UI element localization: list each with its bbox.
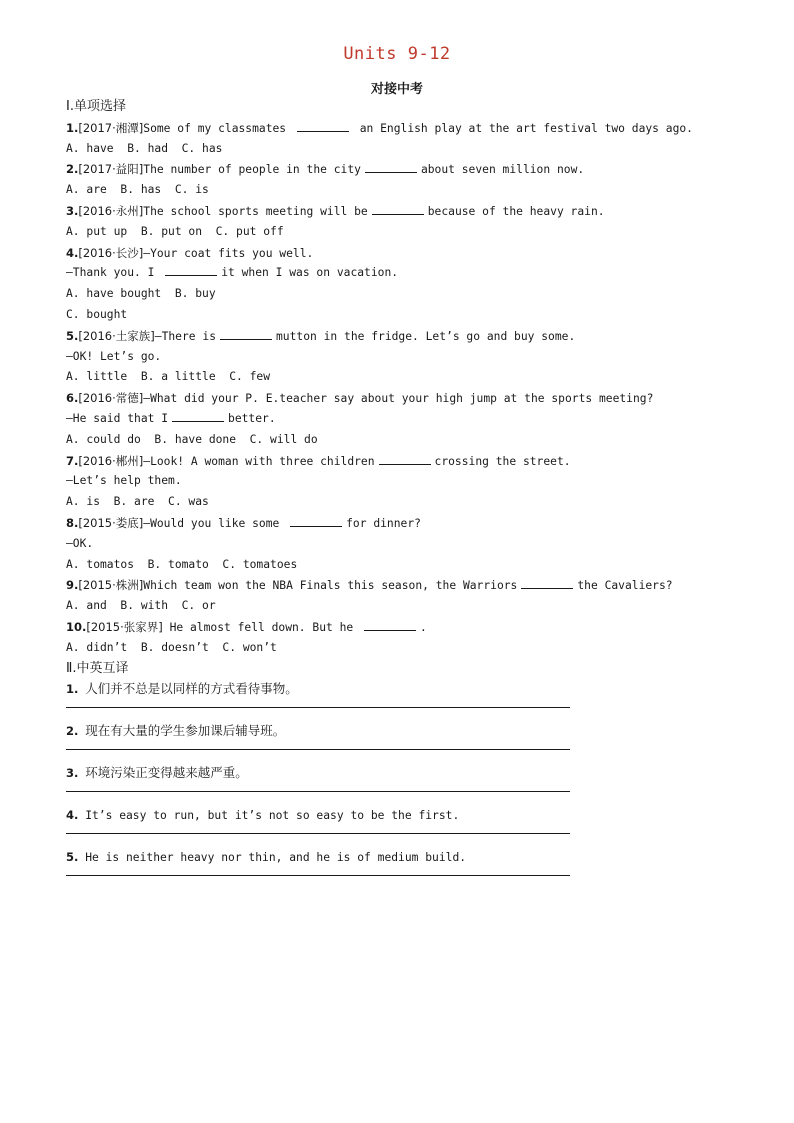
- translation-text: 现在有大量的学生参加课后辅导班。: [85, 723, 286, 739]
- question-text-after: .: [420, 620, 427, 634]
- question-line: [66, 513, 766, 534]
- translation-item: [66, 847, 766, 889]
- answer-options: A. didn’t B. doesn’t C. won’t: [66, 640, 277, 654]
- question-text: —Look! A woman with three children: [143, 454, 375, 468]
- question-text: —Let’s help them.: [66, 474, 182, 488]
- question-line: [66, 534, 766, 555]
- question-text: The school sports meeting will be: [143, 204, 368, 218]
- question-text: Which team won the NBA Finals this season, the Warriors: [143, 579, 518, 593]
- translation-item: [66, 763, 766, 805]
- translation-item: [66, 679, 766, 721]
- translation-number: 4.: [66, 808, 79, 823]
- question-line: [66, 263, 766, 284]
- question-text: —What did your P. E.teacher say about your high jump at the sports meeting?: [143, 392, 654, 406]
- question-text: Some of my classmates: [143, 121, 293, 135]
- question-text-after: mutton in the fridge. Let’s go and buy some.: [276, 329, 576, 343]
- answer-line[interactable]: [66, 749, 570, 750]
- question-line: [66, 617, 766, 638]
- answer-options: A. put up B. put on C. put off: [66, 224, 284, 238]
- question-source: [2016·常德]: [78, 391, 144, 406]
- worksheet-body: [66, 97, 766, 889]
- question-source: [2017·湘潭]: [78, 120, 144, 135]
- question-item: [66, 617, 766, 659]
- answer-options: A. could do B. have done C. will do: [66, 432, 318, 446]
- section-2-heading: Ⅱ.中英互译: [66, 660, 129, 676]
- answer-line[interactable]: [66, 875, 570, 876]
- answer-blank[interactable]: [521, 576, 573, 589]
- question-text-after: the Cavaliers?: [577, 579, 673, 593]
- translation-prompt: [66, 805, 766, 825]
- answer-line[interactable]: [66, 791, 570, 792]
- question-number: 4.: [66, 245, 79, 260]
- page-title: Units 9-12: [343, 44, 451, 64]
- question-source: [2016·长沙]: [78, 245, 144, 260]
- question-text-after: an English play at the art festival two days ago.: [352, 121, 693, 135]
- question-text-after: better.: [228, 411, 276, 425]
- question-text-after: for dinner?: [346, 516, 421, 530]
- translation-number: 5.: [66, 850, 79, 865]
- question-line: [66, 201, 766, 222]
- question-source: [2016·土家族]: [78, 328, 155, 343]
- question-text: The number of people in the city: [143, 163, 361, 177]
- question-number: 7.: [66, 453, 79, 468]
- translation-text: 人们并不总是以同样的方式看待事物。: [85, 681, 298, 697]
- question-text: —He said that I: [66, 411, 169, 425]
- answer-options: A. tomatos B. tomato C. tomatoes: [66, 557, 298, 571]
- question-line: [66, 118, 766, 139]
- question-text: —Would you like some: [143, 516, 287, 530]
- question-line: [66, 347, 766, 368]
- question-source: [2015·娄底]: [78, 515, 144, 530]
- section-1-heading: Ⅰ.单项选择: [66, 99, 126, 114]
- question-item: [66, 388, 766, 450]
- question-item: [66, 118, 766, 160]
- question-line: [66, 409, 766, 430]
- translation-prompt: [66, 763, 766, 783]
- question-line: [66, 451, 766, 472]
- answer-blank[interactable]: [220, 327, 272, 340]
- translation-prompt: [66, 847, 766, 867]
- translation-number: 3.: [66, 766, 79, 781]
- answer-blank[interactable]: [365, 160, 417, 173]
- question-item: [66, 159, 766, 201]
- translation-text: 环境污染正变得越来越严重。: [85, 765, 248, 781]
- translation-number: 2.: [66, 724, 79, 739]
- question-item: [66, 201, 766, 243]
- question-number: 10.: [66, 619, 87, 634]
- question-number: 2.: [66, 162, 79, 177]
- answer-blank[interactable]: [364, 618, 416, 631]
- question-number: 8.: [66, 515, 79, 530]
- question-item: [66, 575, 766, 617]
- question-text: —Your coat fits you well.: [143, 246, 314, 260]
- question-line: [66, 471, 766, 492]
- translation-item: [66, 721, 766, 763]
- question-line: [66, 388, 766, 409]
- question-item: [66, 243, 766, 326]
- question-list: [66, 118, 766, 659]
- question-line: [66, 243, 766, 264]
- answer-blank[interactable]: [290, 514, 342, 527]
- translation-text: He is neither heavy nor thin, and he is of medium build.: [85, 851, 467, 865]
- answer-line[interactable]: [66, 707, 570, 708]
- answer-options: A. have B. had C. has: [66, 141, 223, 155]
- question-source: [2016·郴州]: [78, 453, 144, 468]
- answer-blank[interactable]: [379, 452, 431, 465]
- page-subtitle: 对接中考: [370, 82, 423, 97]
- question-source: [2016·永州]: [78, 203, 144, 218]
- question-source: [2015·张家界]: [86, 619, 163, 634]
- question-number: 1.: [66, 120, 79, 135]
- answer-options: C. bought: [66, 307, 128, 321]
- question-text-after: crossing the street.: [434, 454, 571, 468]
- answer-line[interactable]: [66, 833, 570, 834]
- question-source: [2017·益阳]: [78, 162, 144, 177]
- answer-blank[interactable]: [172, 409, 224, 422]
- question-text-after: because of the heavy rain.: [427, 204, 605, 218]
- question-text-after: it when I was on vacation.: [221, 266, 399, 280]
- question-text: —OK! Let’s go.: [66, 349, 162, 363]
- answer-options: A. and B. with C. or: [66, 599, 216, 613]
- question-text: He almost fell down. But he: [162, 620, 361, 634]
- question-item: [66, 326, 766, 388]
- question-text: —Thank you. I: [66, 266, 162, 280]
- translation-number: 1.: [66, 682, 79, 697]
- question-line: [66, 575, 766, 596]
- answer-options: A. little B. a little C. few: [66, 370, 271, 384]
- translation-text: It’s easy to run, but it’s not so easy to be the first.: [85, 809, 460, 823]
- answer-blank[interactable]: [165, 263, 217, 276]
- question-number: 6.: [66, 391, 79, 406]
- question-item: [66, 513, 766, 575]
- answer-blank[interactable]: [372, 202, 424, 215]
- question-line: [66, 159, 766, 180]
- question-text-after: about seven million now.: [420, 163, 585, 177]
- translation-item: [66, 805, 766, 847]
- question-text: —There is: [154, 329, 216, 343]
- question-number: 9.: [66, 578, 79, 593]
- answer-options: A. have bought B. buy: [66, 287, 216, 301]
- question-text: —OK.: [66, 536, 94, 550]
- answer-options: A. are B. has C. is: [66, 183, 209, 197]
- question-number: 5.: [66, 328, 79, 343]
- answer-options: A. is B. are C. was: [66, 495, 209, 509]
- translation-prompt: [66, 721, 766, 741]
- question-item: [66, 451, 766, 513]
- question-line: [66, 326, 766, 347]
- question-number: 3.: [66, 203, 79, 218]
- translation-list: [66, 679, 766, 889]
- translation-prompt: [66, 679, 766, 699]
- question-source: [2015·株洲]: [78, 578, 144, 593]
- answer-blank[interactable]: [297, 119, 349, 132]
